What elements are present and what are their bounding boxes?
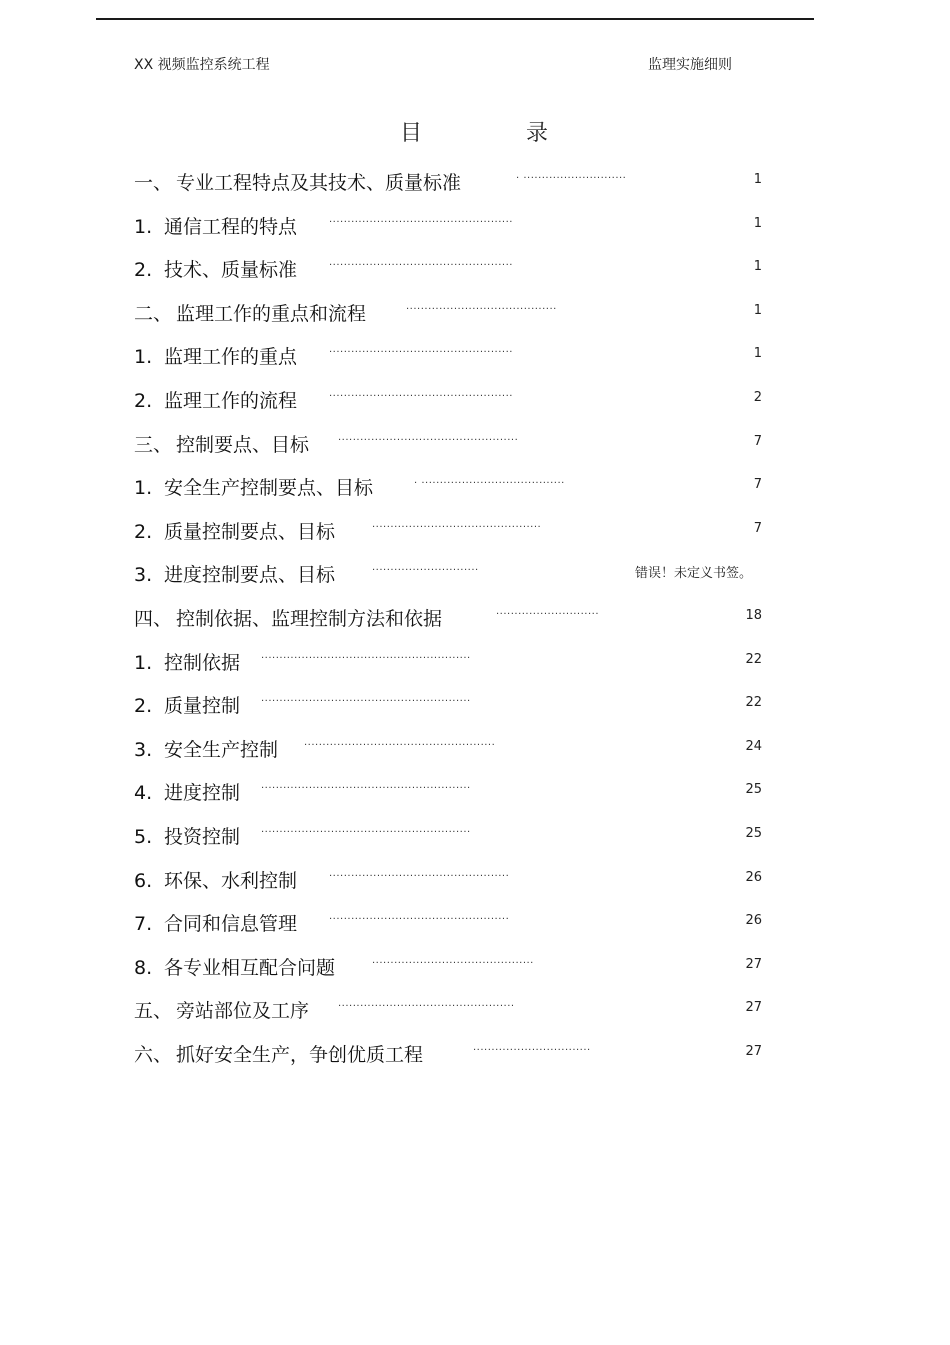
toc-entry-page: 25 bbox=[745, 825, 762, 841]
toc-entry[interactable] bbox=[0, 770, 950, 814]
toc-entry-number: 1. bbox=[134, 477, 153, 500]
toc-entry[interactable] bbox=[0, 596, 950, 640]
toc-entry-text: 投资控制 bbox=[164, 825, 241, 848]
toc-entry-label bbox=[134, 866, 297, 893]
toc-entry-page: 26 bbox=[745, 913, 762, 929]
toc-entry-leader: . ............................ bbox=[516, 170, 627, 181]
toc-entry[interactable] bbox=[0, 858, 950, 902]
toc-entry-page: 18 bbox=[745, 607, 762, 623]
toc-entry-leader: ................................................. bbox=[338, 431, 519, 443]
toc-entry-page: 1 bbox=[753, 259, 762, 275]
toc-entry-leader: .................................................. bbox=[329, 213, 513, 225]
toc-entry-text: 通信工程的特点 bbox=[164, 215, 298, 238]
toc-entry-leader: ................................ bbox=[473, 1041, 591, 1053]
toc-entry-text: 监理工作的流程 bbox=[164, 389, 298, 412]
toc-entry-text: 技术、质量标准 bbox=[164, 259, 298, 282]
toc-entry[interactable] bbox=[0, 901, 950, 945]
toc-entry-label bbox=[134, 255, 297, 282]
toc-entry-label bbox=[134, 473, 373, 500]
toc-entry-label bbox=[134, 212, 297, 239]
toc-entry[interactable] bbox=[0, 727, 950, 771]
toc-entry-number: 7. bbox=[134, 913, 153, 936]
toc-entry-label bbox=[134, 648, 240, 675]
toc-entry-leader: ......................................... bbox=[406, 300, 557, 312]
toc-entry-number: 3. bbox=[134, 564, 153, 587]
header-right: 监理实施细则 bbox=[648, 57, 732, 73]
toc-entry-number: 4. bbox=[134, 782, 153, 805]
toc-entry-number: 1. bbox=[134, 346, 153, 369]
toc-entry[interactable] bbox=[0, 988, 950, 1032]
toc-entry-text: 合同和信息管理 bbox=[164, 913, 298, 936]
toc-entry[interactable] bbox=[0, 422, 950, 466]
toc-entry-page: 27 bbox=[745, 956, 762, 972]
header-rule bbox=[96, 18, 814, 20]
toc-entry-number: 2. bbox=[134, 695, 153, 718]
toc-entry-page: 26 bbox=[745, 869, 762, 885]
toc-entry[interactable] bbox=[0, 247, 950, 291]
toc-entry-text: 质量控制 bbox=[164, 695, 241, 718]
toc-entry[interactable] bbox=[0, 945, 950, 989]
toc-entry-number: 一、 bbox=[134, 172, 173, 194]
toc-entry-leader: ................................................. bbox=[329, 911, 510, 923]
toc-entry-leader: ............................................ bbox=[372, 954, 534, 966]
toc-entry-text: 进度控制要点、目标 bbox=[164, 564, 336, 587]
toc-entry-page: 1 bbox=[753, 346, 762, 362]
toc-entry-label bbox=[134, 953, 335, 980]
toc-entry[interactable] bbox=[0, 334, 950, 378]
toc-entry-page: 1 bbox=[753, 215, 762, 231]
toc-entry-label bbox=[134, 517, 335, 544]
toc-entry-label bbox=[134, 822, 240, 849]
toc-entry-leader: ......................................................... bbox=[261, 780, 471, 792]
toc-entry-label bbox=[134, 691, 240, 718]
toc-entry-leader: .................................................. bbox=[329, 344, 513, 356]
toc-entry-leader: . ....................................... bbox=[414, 475, 565, 487]
toc-entry[interactable] bbox=[0, 1032, 950, 1076]
toc-entry-page: 22 bbox=[745, 651, 762, 667]
toc-entry-number: 二、 bbox=[134, 302, 173, 325]
toc-entry-page: 27 bbox=[745, 1000, 762, 1016]
toc-entry[interactable] bbox=[0, 640, 950, 684]
toc-entry-leader: .................................................. bbox=[329, 257, 513, 269]
toc-title-char2: 录 bbox=[526, 121, 549, 146]
toc-entry[interactable] bbox=[0, 814, 950, 858]
toc-entry-label bbox=[134, 735, 278, 762]
toc-entry-text: 控制依据 bbox=[164, 651, 241, 674]
toc-entry-label bbox=[134, 168, 461, 195]
toc-entry-text: 监理工作的重点和流程 bbox=[176, 302, 367, 325]
toc-entry-leader: .................................................. bbox=[329, 387, 513, 399]
toc-entry-label bbox=[134, 342, 297, 369]
toc-entry[interactable] bbox=[0, 378, 950, 422]
toc-entry-text: 各专业相互配合问题 bbox=[164, 956, 336, 979]
toc-entry[interactable] bbox=[0, 291, 950, 335]
toc-entry-leader: ......................................................... bbox=[261, 823, 471, 835]
toc-entry-label bbox=[134, 604, 442, 631]
toc-title-char1: 目 bbox=[400, 121, 423, 146]
toc-entry-page: 1 bbox=[753, 302, 762, 318]
toc-entry-number: 四、 bbox=[134, 607, 173, 630]
toc-entry-page: 2 bbox=[753, 389, 762, 405]
toc-entry-label bbox=[134, 386, 297, 413]
toc-list bbox=[0, 160, 950, 1075]
toc-entry-number: 2. bbox=[134, 520, 153, 543]
toc-entry-page: 1 bbox=[753, 172, 762, 187]
toc-entry-label bbox=[134, 299, 366, 326]
toc-entry-text: 安全生产控制 bbox=[164, 738, 279, 761]
toc-entry-leader: .................................................... bbox=[304, 736, 496, 748]
toc-entry-text: 环保、水利控制 bbox=[164, 869, 298, 892]
toc-entry-leader: ................................................. bbox=[329, 867, 510, 879]
toc-entry-text: 进度控制 bbox=[164, 782, 241, 805]
toc-entry-page: 7 bbox=[753, 477, 762, 493]
toc-entry-text: 旁站部位及工序 bbox=[176, 1000, 310, 1023]
toc-entry-number: 2. bbox=[134, 259, 153, 282]
toc-entry-text: 控制要点、目标 bbox=[176, 433, 310, 456]
toc-entry-page: 7 bbox=[753, 433, 762, 449]
toc-entry[interactable] bbox=[0, 465, 950, 509]
toc-entry-leader: .............................................. bbox=[372, 518, 542, 530]
toc-entry-number: 1. bbox=[134, 215, 153, 238]
toc-entry-leader: ............................ bbox=[496, 605, 600, 617]
toc-entry-page: 24 bbox=[745, 738, 762, 754]
toc-entry-text: 监理工作的重点 bbox=[164, 346, 298, 369]
toc-entry-number: 1. bbox=[134, 651, 153, 674]
toc-entry[interactable] bbox=[0, 552, 950, 596]
toc-entry-number: 2. bbox=[134, 389, 153, 412]
toc-entry-label bbox=[134, 430, 309, 457]
toc-entry-label bbox=[134, 909, 297, 936]
toc-entry[interactable] bbox=[0, 160, 950, 204]
toc-entry[interactable] bbox=[0, 204, 950, 248]
toc-entry-page: 错误！未定义书签。 bbox=[634, 566, 752, 582]
toc-entry-number: 5. bbox=[134, 825, 153, 848]
toc-entry-leader: ......................................................... bbox=[261, 649, 471, 661]
toc-entry[interactable] bbox=[0, 509, 950, 553]
toc-entry-label bbox=[134, 996, 309, 1023]
toc-entry-page: 25 bbox=[745, 782, 762, 798]
toc-entry-text: 抓好安全生产，争创优质工程 bbox=[176, 1043, 424, 1066]
toc-entry-label bbox=[134, 1040, 423, 1067]
toc-entry-leader: ................................................ bbox=[338, 998, 515, 1010]
toc-entry-label bbox=[134, 560, 335, 587]
toc-entry-number: 六、 bbox=[134, 1043, 173, 1066]
toc-entry-label bbox=[134, 778, 240, 805]
toc-entry-number: 3. bbox=[134, 738, 153, 761]
toc-entry-page: 7 bbox=[753, 520, 762, 536]
toc-entry-page: 22 bbox=[745, 695, 762, 711]
toc-entry-number: 8. bbox=[134, 956, 153, 979]
toc-entry-page: 27 bbox=[745, 1043, 762, 1059]
toc-entry[interactable] bbox=[0, 683, 950, 727]
toc-entry-leader: ............................. bbox=[372, 562, 479, 574]
toc-entry-number: 三、 bbox=[134, 433, 173, 456]
toc-entry-text: 专业工程特点及其技术、质量标准 bbox=[176, 172, 462, 194]
toc-entry-text: 安全生产控制要点、目标 bbox=[164, 477, 374, 500]
toc-entry-leader: ......................................................... bbox=[261, 693, 471, 705]
toc-title bbox=[400, 116, 549, 147]
toc-entry-number: 6. bbox=[134, 869, 153, 892]
toc-entry-number: 五、 bbox=[134, 1000, 173, 1023]
toc-entry-text: 控制依据、监理控制方法和依据 bbox=[176, 607, 443, 630]
toc-entry-text: 质量控制要点、目标 bbox=[164, 520, 336, 543]
header-left: XX 视频监控系统工程 bbox=[134, 57, 270, 73]
